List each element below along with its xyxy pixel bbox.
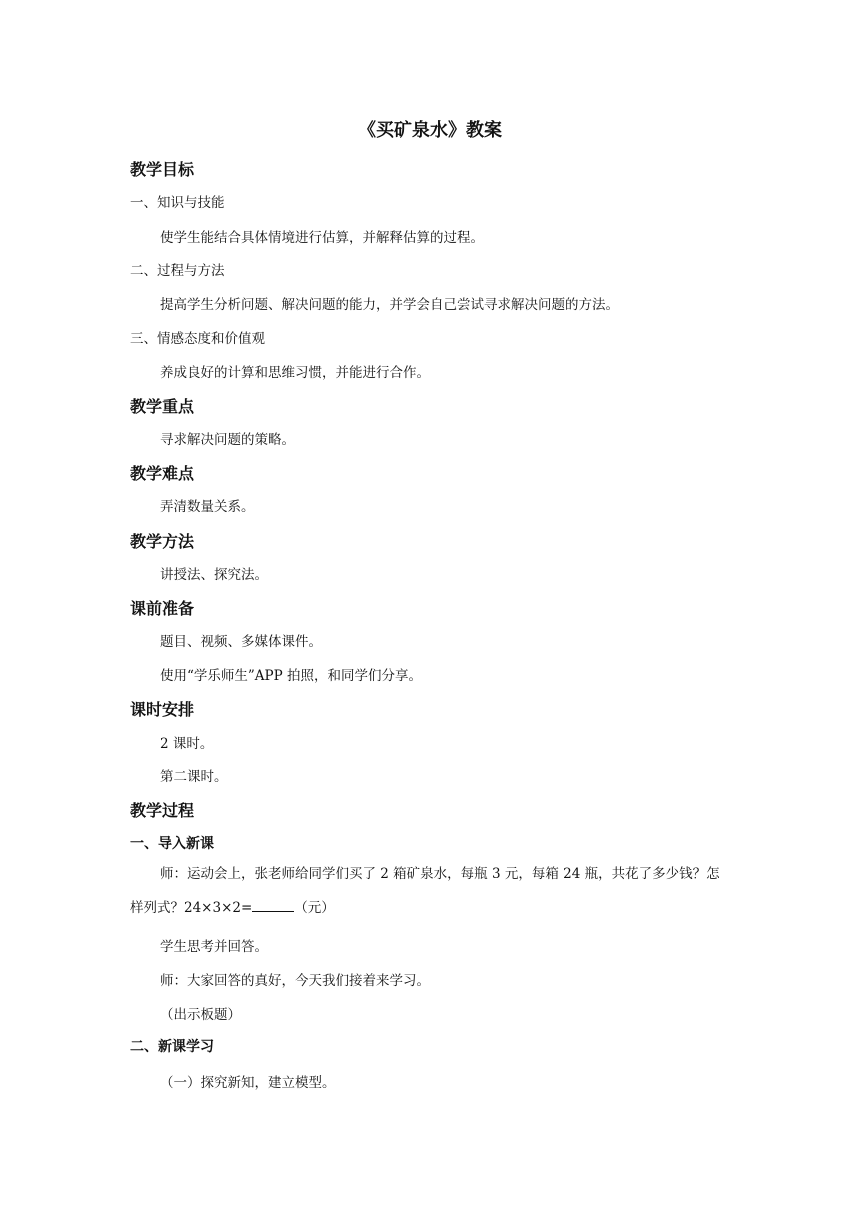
paragraph-new-lesson-1: （一）探究新知，建立模型。 [160, 1075, 336, 1091]
heading-objectives: 教学目标 [130, 160, 195, 179]
paragraph-process-methods: 提高学生分析问题、解决问题的能力，并学会自己尝试寻求解决问题的方法。 [160, 297, 619, 313]
paragraph-show-title: （出示板题） [160, 1007, 241, 1023]
paragraph-difficulty: 弄清数量关系。 [160, 499, 255, 515]
subheading-process-methods: 二、过程与方法 [130, 263, 225, 279]
paragraph-preparation-2: 使用“学乐师生”APP 拍照，和同学们分享。 [160, 668, 423, 684]
paragraph-attitude-values: 养成良好的计算和思维习惯，并能进行合作。 [160, 365, 430, 381]
heading-process: 教学过程 [130, 801, 195, 820]
subheading-introduction: 一、导入新课 [130, 836, 214, 852]
answer-blank [252, 899, 294, 912]
heading-key-points: 教学重点 [130, 397, 195, 416]
paragraph-knowledge-skills: 使学生能结合具体情境进行估算，并解释估算的过程。 [160, 230, 484, 246]
paragraph-key-points: 寻求解决问题的策略。 [160, 432, 295, 448]
paragraph-methods: 讲授法、探究法。 [160, 567, 268, 583]
paragraph-schedule-1: 2 课时。 [160, 736, 214, 752]
document-title: 《买矿泉水》教案 [358, 120, 502, 141]
heading-methods: 教学方法 [130, 532, 195, 551]
question-text: 师：运动会上，张老师给同学们买了 2 箱矿泉水，每瓶 3 元，每箱 24 瓶，共花了多少钱？怎样列式？24×3×2= [130, 866, 720, 916]
paragraph-student-answer: 学生思考并回答。 [160, 939, 268, 955]
question-unit: （元） [294, 900, 335, 916]
paragraph-preparation-1: 题目、视频、多媒体课件。 [160, 634, 322, 650]
heading-difficulty: 教学难点 [130, 464, 195, 483]
heading-preparation: 课前准备 [130, 599, 195, 618]
subheading-attitude-values: 三、情感态度和价值观 [130, 331, 265, 347]
heading-schedule: 课时安排 [130, 700, 195, 719]
subheading-new-lesson: 二、新课学习 [130, 1039, 214, 1055]
paragraph-introduction-question [130, 857, 730, 925]
subheading-knowledge-skills: 一、知识与技能 [130, 195, 225, 211]
paragraph-schedule-2: 第二课时。 [160, 769, 228, 785]
paragraph-teacher-remark: 师：大家回答的真好，今天我们接着来学习。 [160, 973, 430, 989]
